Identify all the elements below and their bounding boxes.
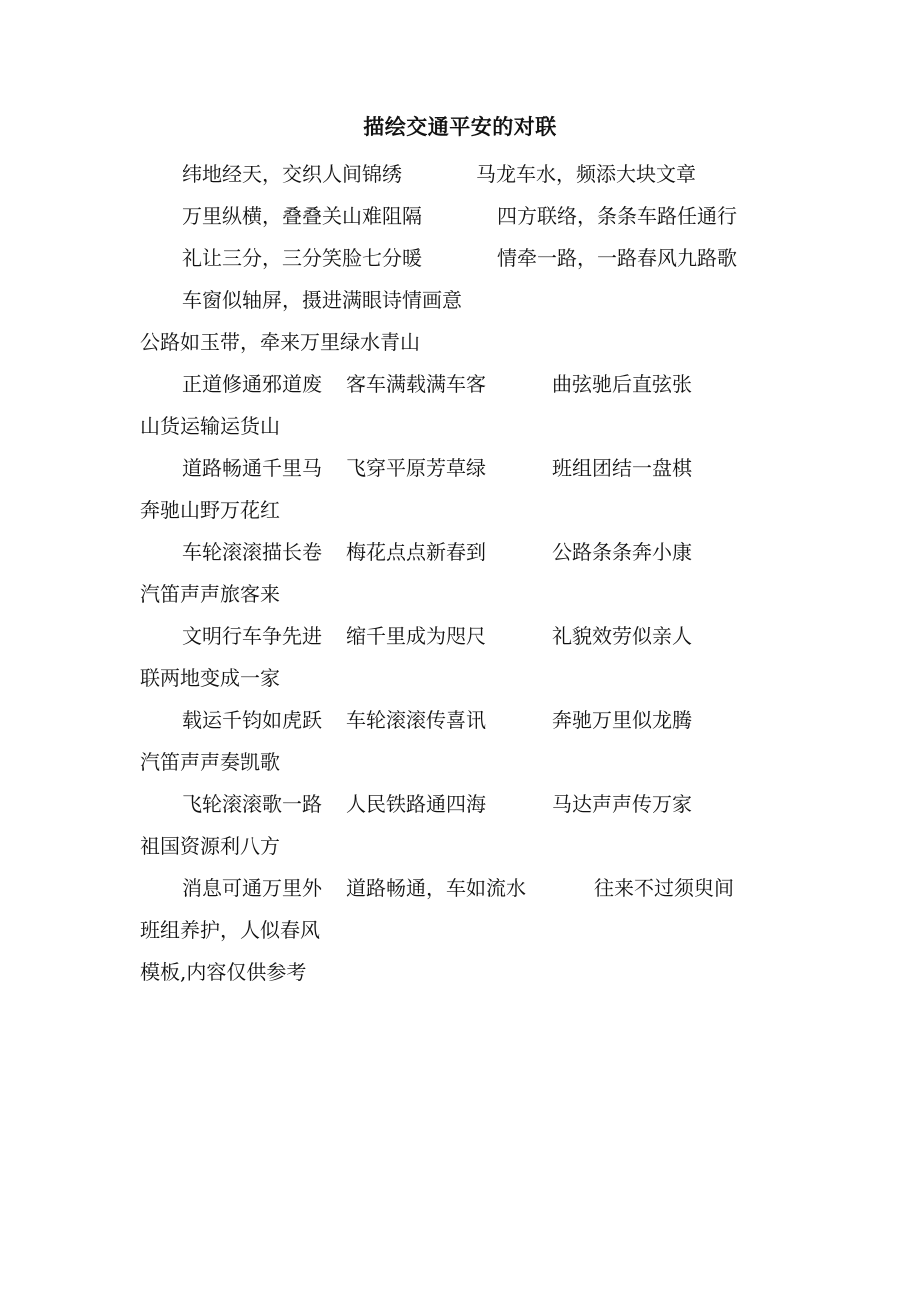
couplet-text: 消息可通万里外 (182, 876, 322, 900)
couplet-text: 客车满载满车客 (346, 372, 486, 396)
couplet-text: 情牵一路，一路春风九路歌 (497, 246, 737, 270)
couplet-text: 缩千里成为咫尺 (346, 624, 486, 648)
couplet-text: 飞轮滚滚歌一路 (182, 792, 322, 816)
couplet-line (0, 202, 920, 230)
couplet-line (0, 622, 920, 650)
couplet-text: 道路畅通千里马 (182, 456, 322, 480)
couplet-text: 公路如玉带，牵来万里绿水青山 (140, 330, 420, 354)
couplet-text: 马龙车水，频添大块文章 (476, 162, 696, 186)
couplet-text: 道路畅通，车如流水 (346, 876, 526, 900)
couplet-line (0, 328, 920, 356)
couplet-line (0, 244, 920, 272)
couplet-line (0, 874, 920, 902)
couplet-text: 公路条条奔小康 (552, 540, 692, 564)
couplet-text: 班组养护，人似春风 (140, 918, 320, 942)
couplet-line (0, 580, 920, 608)
couplet-text: 班组团结一盘棋 (552, 456, 692, 480)
couplet-line (0, 748, 920, 776)
couplet-text: 车轮滚滚描长卷 (182, 540, 322, 564)
couplet-line (0, 538, 920, 566)
couplet-text: 礼让三分，三分笑脸七分暖 (182, 246, 422, 270)
couplet-text: 曲弦驰后直弦张 (552, 372, 692, 396)
couplet-text: 汽笛声声旅客来 (140, 582, 280, 606)
couplet-line (0, 916, 920, 944)
couplet-text: 车窗似轴屏，摄进满眼诗情画意 (182, 288, 462, 312)
couplet-text: 文明行车争先进 (182, 624, 322, 648)
couplet-line (0, 160, 920, 188)
couplet-text: 汽笛声声奏凯歌 (140, 750, 280, 774)
couplet-line (0, 286, 920, 314)
couplet-line (0, 496, 920, 524)
couplet-text: 马达声声传万家 (552, 792, 692, 816)
couplet-text: 正道修通邪道废 (182, 372, 322, 396)
document-title: 描绘交通平安的对联 (363, 114, 557, 139)
couplet-line (0, 832, 920, 860)
couplet-text: 万里纵横，叠叠关山难阻隔 (182, 204, 422, 228)
couplet-line (0, 454, 920, 482)
couplet-text: 四方联络，条条车路任通行 (497, 204, 737, 228)
couplet-line (0, 370, 920, 398)
couplet-text: 往来不过须臾间 (594, 876, 734, 900)
couplet-text: 飞穿平原芳草绿 (346, 456, 486, 480)
couplet-text: 纬地经天，交织人间锦绣 (182, 162, 402, 186)
disclaimer-text: 模板,内容仅供参考 (140, 960, 307, 984)
couplet-line (0, 790, 920, 818)
couplet-line (0, 706, 920, 734)
footer-note (0, 958, 920, 986)
couplet-text: 山货运输运货山 (140, 414, 280, 438)
couplet-text: 祖国资源利八方 (140, 834, 280, 858)
couplet-text: 人民铁路通四海 (346, 792, 486, 816)
couplet-text: 梅花点点新春到 (346, 540, 486, 564)
couplet-text: 礼貌效劳似亲人 (552, 624, 692, 648)
couplet-text: 联两地变成一家 (140, 666, 280, 690)
couplet-line (0, 664, 920, 692)
couplet-text: 奔驰万里似龙腾 (552, 708, 692, 732)
couplet-text: 车轮滚滚传喜讯 (346, 708, 486, 732)
couplet-text: 载运千钧如虎跃 (182, 708, 322, 732)
couplet-line (0, 412, 920, 440)
couplet-text: 奔驰山野万花红 (140, 498, 280, 522)
